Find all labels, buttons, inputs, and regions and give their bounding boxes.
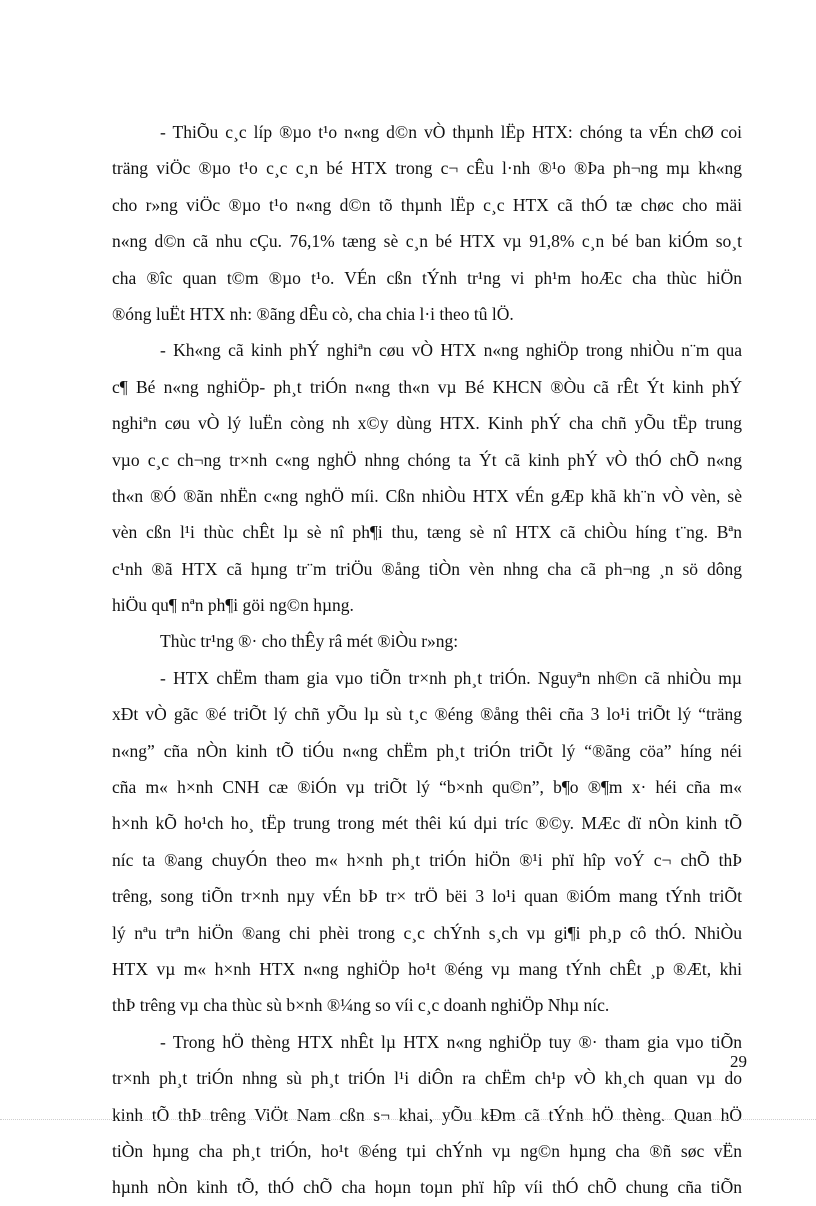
text-line: tr×nh ph¸t triÓn nhng sù ph¸t triÓn l¹i diÔn ra chËm ch¹p vÒ kh¸ch quan vµ do xyxy=(112,1068,742,1089)
text-line: hiÖu qu¶ nªn ph¶i göi ng©n hµng. xyxy=(112,595,354,616)
text-line: n«ng” cña nÒn kinh tÕ tiÓu n«ng chËm ph¸t triÓn triÕt lý “®ãng cöa” híng néi xyxy=(112,740,742,761)
text-line: träng viÖc ®µo t¹o c¸c c¸n bé HTX trong c¬ cÊu l·nh ®¹o ®Þa ph¬ng mµ kh«ng xyxy=(112,158,742,179)
text-line: - ThiÕu c¸c líp ®µo t¹o n«ng d©n vÒ thµnh lËp HTX: chóng ta vÉn chØ coi xyxy=(160,122,742,142)
text-line: ®óng luËt HTX nh: ®ãng dÊu cò, cha chia l·i theo tû lÖ. xyxy=(112,303,514,324)
text-line: c¹nh ®ã HTX cã hµng tr¨m triÖu ®ång tiÒn vèn nhng cha cã ph¬ng ¸n sö dông xyxy=(112,558,742,579)
text-line: thÞ trêng vµ cha thùc sù b×nh ®¼ng so víi c¸c doanh nghiÖp Nhµ níc. xyxy=(112,995,610,1016)
text-line: hµnh nÒn kinh tÕ, thÓ chÕ cha hoµn toµn phï hîp víi thÓ chÕ chung cña tiÕn xyxy=(112,1177,742,1198)
text-line: vµo c¸c ch¬ng tr×nh c«ng nghÖ nhng chóng ta Ýt cã kinh phÝ vÒ thÓ chÕ n«ng xyxy=(112,449,742,470)
text-line: cho r»ng viÖc ®µo t¹o n«ng d©n tõ thµnh lËp c¸c HTX cã thÓ tæ chøc cho mäi xyxy=(112,194,742,215)
text-line: kinh tÕ thÞ trêng ViÖt Nam cßn s¬ khai, yÕu kÐm cã tÝnh hÖ thèng. Quan hÖ xyxy=(112,1104,742,1125)
text-line: th«n ®Ó ®ãn nhËn c«ng nghÖ míi. Cßn nhiÒu HTX vÉn gÆp khã kh¨n vÒ vèn, sè xyxy=(112,485,742,506)
text-line: xÐt vÒ gãc ®é triÕt lý chñ yÕu lµ sù t¸c ®éng ®ång thêi cña 3 lo¹i triÕt lý “träng xyxy=(112,704,742,725)
text-line: vèn cßn l¹i thùc chÊt lµ sè nî ph¶i thu, tæng sè nî HTX cã chiÒu híng t¨ng. Bªn xyxy=(112,522,742,543)
text-line: - Trong hÖ thèng HTX nhÊt lµ HTX n«ng nghiÖp tuy ®· tham gia vµo tiÕn xyxy=(160,1031,742,1052)
text-line: lý nªu trªn hiÖn ®ang chi phèi trong c¸c chÝnh s¸ch vµ gi¶i ph¸p cô thÓ. NhiÒu xyxy=(112,922,742,943)
bottom-rule xyxy=(0,1119,816,1120)
text-line: cha ®îc quan t©m ®µo t¹o. VÉn cßn tÝnh tr¹ng vi ph¹m hoÆc cha thùc hiÖn xyxy=(112,267,742,288)
text-line: HTX vµ m« h×nh HTX n«ng nghiÖp ho¹t ®éng vµ mang tÝnh chÊt ¸p ®Æt, khi xyxy=(112,958,742,979)
text-line: nghiªn cøu vÒ lý luËn còng nh x©y dùng HTX. Kinh phÝ cha chñ yÕu tËp trung xyxy=(112,413,742,434)
text-line: h×nh kÕ ho¹ch ho¸ tËp trung trong mét thêi kú dµi tríc ®©y. MÆc dï nÒn kinh tÕ xyxy=(112,813,742,834)
page-number: 29 xyxy=(730,1052,747,1071)
text-line: - Kh«ng cã kinh phÝ nghiªn cøu vÒ HTX n«ng nghiÖp trong nhiÒu n¨m qua xyxy=(160,340,742,361)
text-line: - HTX chËm tham gia vµo tiÕn tr×nh ph¸t triÓn. Nguyªn nh©n cã nhiÒu mµ xyxy=(160,667,742,688)
text-line: tiÒn hµng cha ph¸t triÓn, ho¹t ®éng tµi chÝnh vµ ng©n hµng cha ®ñ søc vËn xyxy=(112,1140,742,1161)
text-line: n«ng d©n cã nhu cÇu. 76,1% tæng sè c¸n bé HTX vµ 91,8% c¸n bé ban kiÓm so¸t xyxy=(112,231,742,252)
text-line: níc ta ®ang chuyÓn theo m« h×nh ph¸t triÓn hiÖn ®¹i phï hîp voÝ c¬ chÕ thÞ xyxy=(112,849,742,870)
text-line: Thùc tr¹ng ®· cho thÊy râ mét ®iÒu r»ng: xyxy=(160,631,459,652)
body-text xyxy=(112,114,742,1206)
text-line: trêng, song tiÕn tr×nh nµy vÉn bÞ tr× trÖ bëi 3 lo¹i quan ®iÓm mang tÝnh triÕt xyxy=(112,886,742,907)
text-line: cña m« h×nh CNH cæ ®iÓn vµ triÕt lý “b×nh qu©n”, b¶o ®¶m x· héi cña m« xyxy=(112,777,742,798)
text-line: c¶ Bé n«ng nghiÖp- ph¸t triÓn n«ng th«n vµ Bé KHCN ®Òu cã rÊt Ýt kinh phÝ xyxy=(112,376,742,397)
